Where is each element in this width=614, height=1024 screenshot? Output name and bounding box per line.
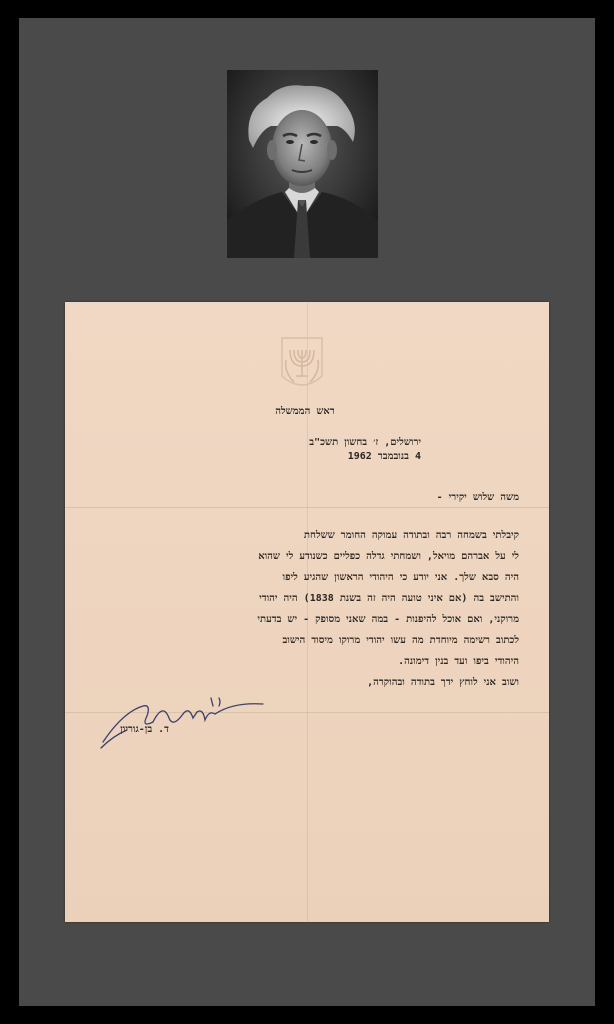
body-line: היהודי ביפו ועד בנין דימונה. (398, 656, 519, 667)
body-line: לכתוב רשימה מיוחדת מה עשו יהודי מרוקו מיסוד הישוב (282, 635, 519, 646)
body-line: קיבלתי בשמחה רבה ובתודה עמוקה החומר ששלחת (303, 530, 519, 541)
body-line: והתישב בה (אם איני טועה היה זה בשנת 1838) היה יהודי (259, 593, 519, 604)
date-gregorian: 4 בנובמבר 1962 (347, 451, 421, 462)
closing-line: ושוב אני לוחץ ידך בתודה ובהוקרה, (367, 677, 519, 688)
body-line: היה סבא שלך. אני יודע כי היהודי הראשון שהגיע ליפו (282, 572, 519, 583)
typed-signature: ד. בן-גוריון (120, 724, 169, 735)
letter-paper (65, 302, 549, 922)
office-header: ראש הממשלה (275, 406, 335, 417)
handwritten-signature (93, 692, 268, 752)
salutation: משה שלוש יקירי - (436, 492, 519, 503)
date-hebrew: ירושלים, ז׳ בחשון תשכ"ב (309, 437, 421, 448)
portrait-photo (227, 70, 378, 258)
body-line: לי על אברהם מויאל, ושמחתי גדלה כפליים כשנודע לי שהוא (258, 551, 519, 562)
fold-line (307, 302, 308, 922)
body-line: מרוקני, ואם אוכל להיפנות - במה שאני מסופק - יש בדעתי (257, 614, 519, 625)
state-emblem-icon (278, 336, 326, 394)
